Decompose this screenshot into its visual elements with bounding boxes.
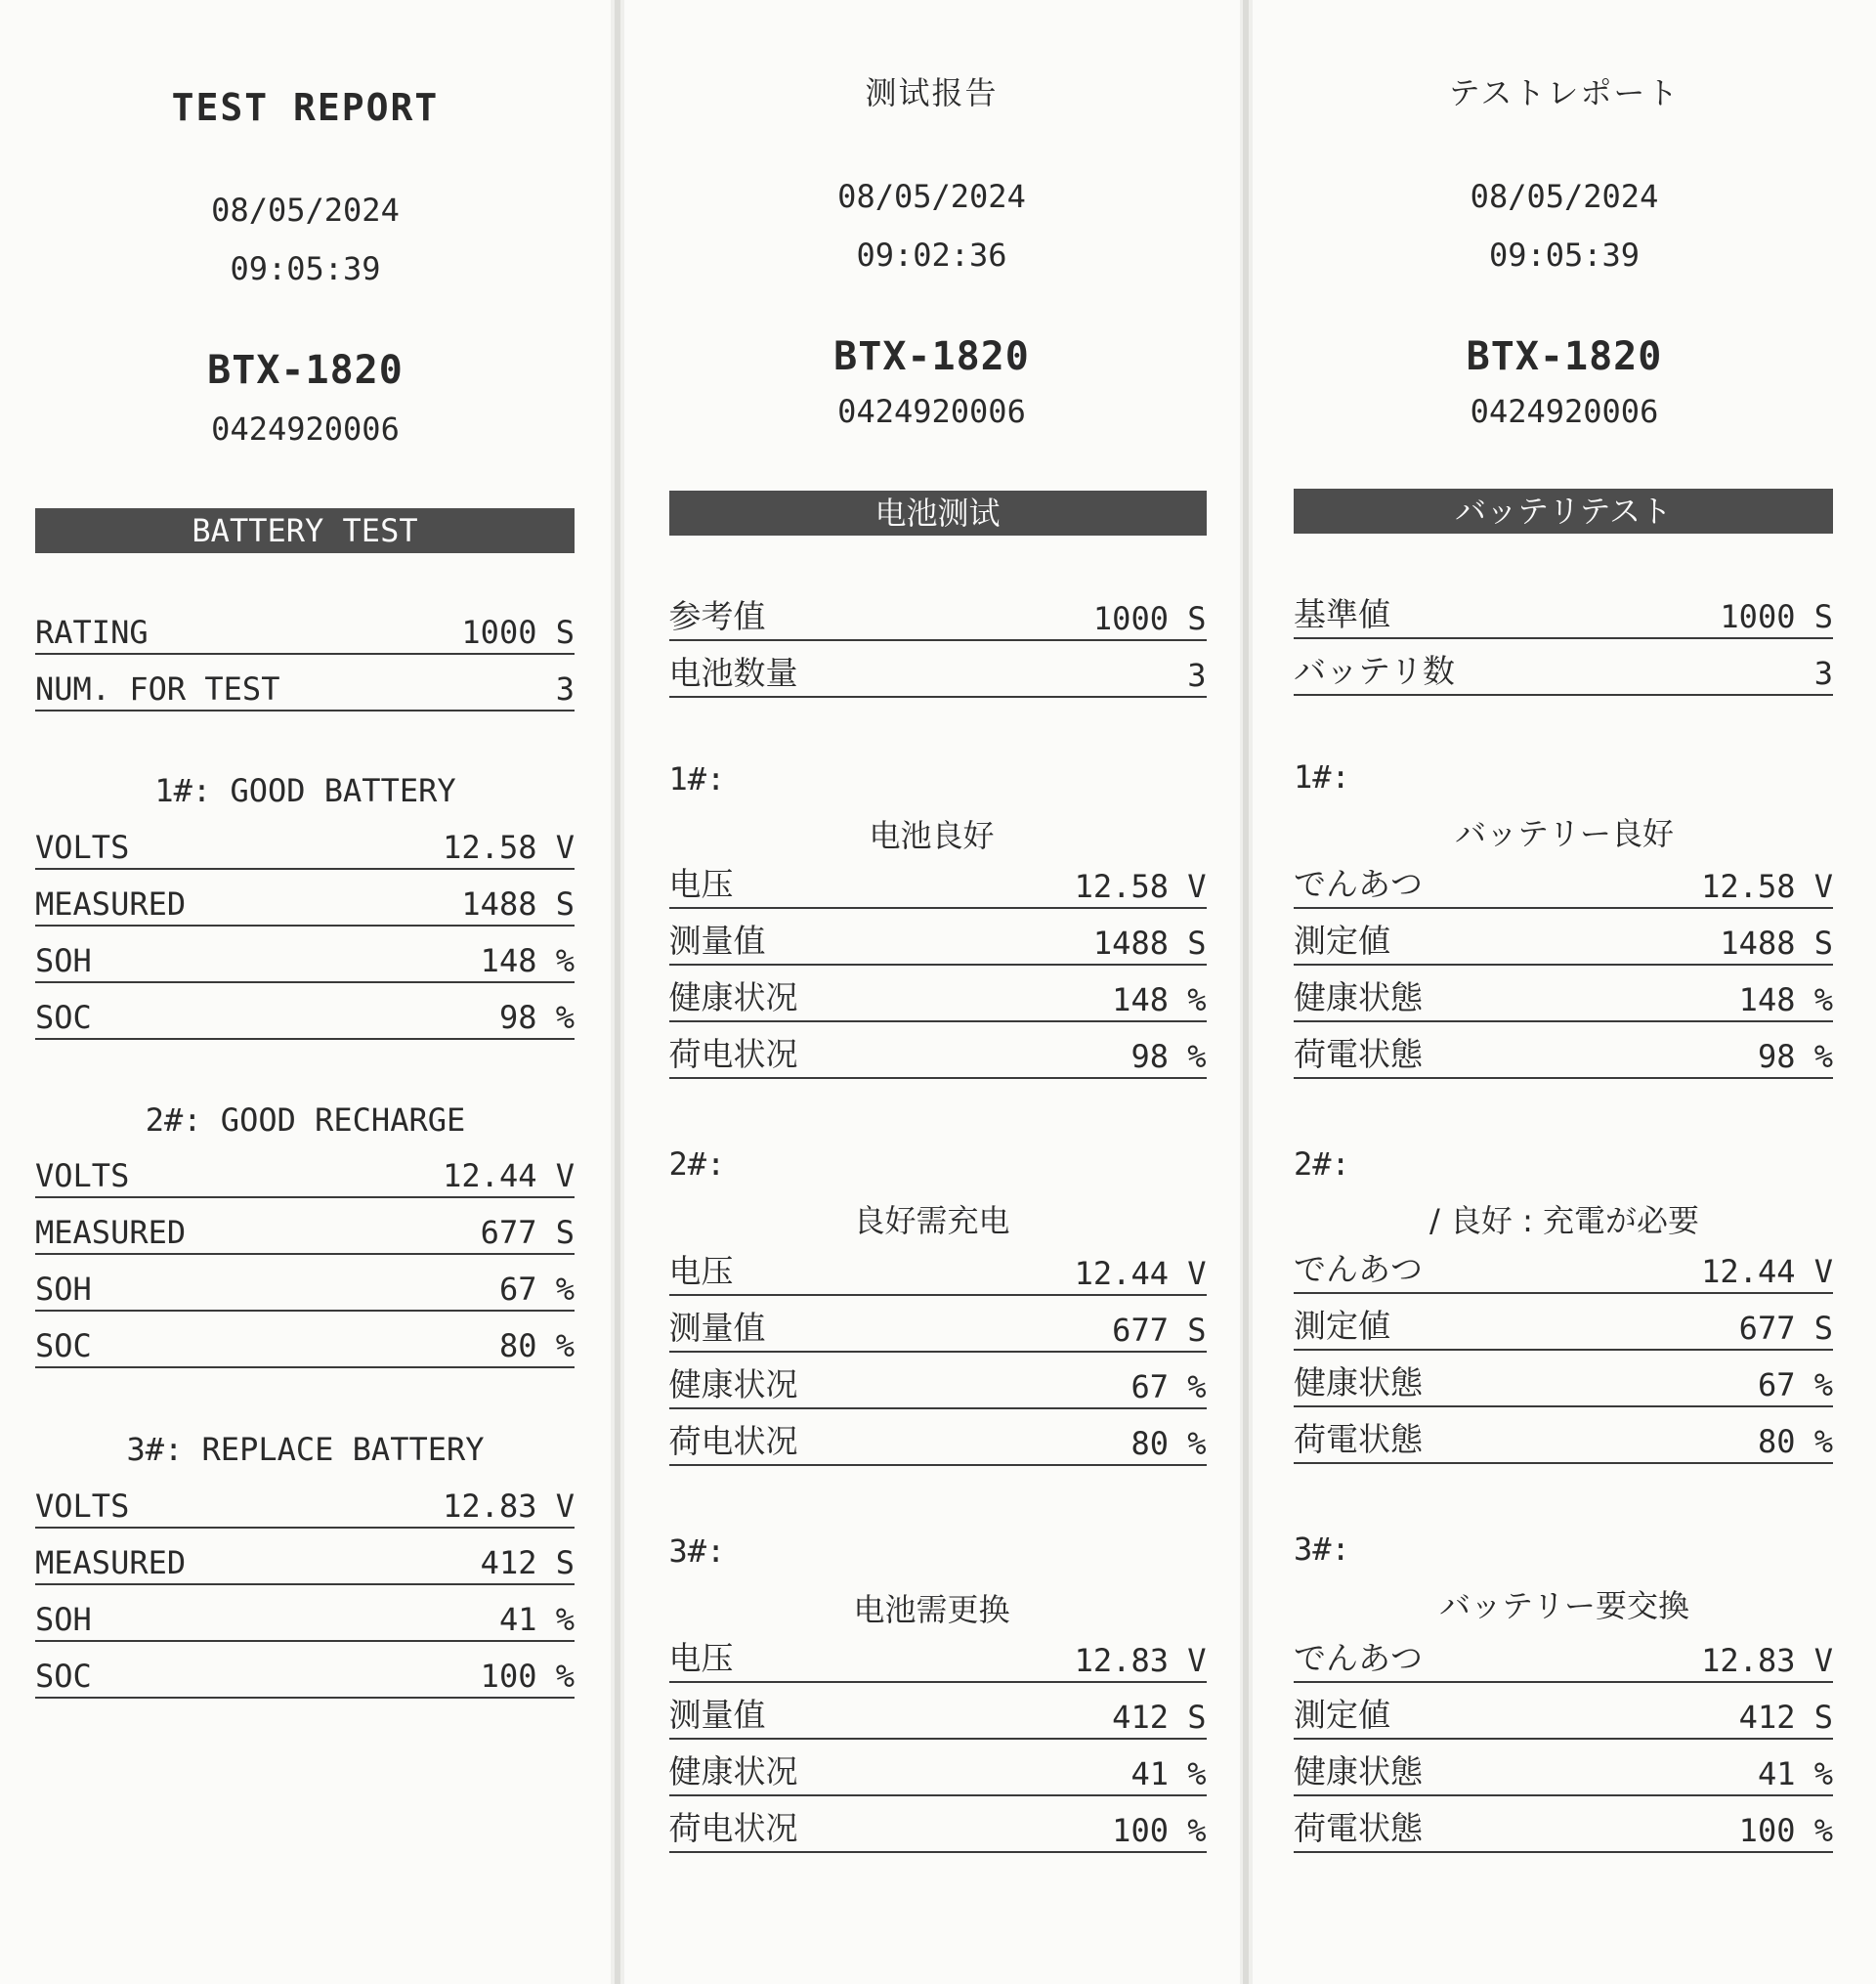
count-row: [669, 649, 1207, 698]
battery-2-heading: 2#: GOOD RECHARGE: [145, 1101, 466, 1139]
battery-3-status: バッテリー要交換: [1438, 1587, 1689, 1624]
table-row: SOC 80 %: [35, 1319, 575, 1368]
report-title: テストレポート: [1448, 74, 1681, 111]
battery-1-number: 1#:: [1294, 758, 1350, 796]
table-row: 荷电状况 100 %: [669, 1804, 1207, 1853]
battery-3-status: 电池需更换: [853, 1591, 1010, 1628]
count-value: 3: [555, 670, 575, 708]
rating-label: 参考值: [668, 597, 766, 635]
table-row: 測定値 412 S: [1294, 1691, 1833, 1740]
battery-3-heading: 3#: REPLACE BATTERY: [126, 1431, 485, 1468]
table-row: SOH 67 %: [35, 1263, 575, 1312]
device-model: BTX-1820: [833, 334, 1030, 379]
table-row: VOLTS 12.44 V: [35, 1149, 575, 1198]
report-time: 09:05:39: [230, 250, 381, 287]
table-row: 电压 12.83 V: [669, 1634, 1207, 1683]
table-row: SOC 100 %: [35, 1650, 575, 1699]
battery-2-status: / 良好 : 充電が必要: [1428, 1202, 1700, 1239]
device-serial: 0424920006: [837, 393, 1026, 430]
table-row: 测量值 677 S: [669, 1304, 1207, 1353]
table-row: でんあつ 12.83 V: [1294, 1634, 1833, 1683]
table-row: でんあつ 12.58 V: [1294, 860, 1833, 909]
battery-1-status: バッテリー良好: [1454, 815, 1674, 852]
table-row: 健康状况 67 %: [669, 1360, 1207, 1409]
chinese-receipt: [624, 0, 1240, 1984]
battery-1-number: 1#:: [668, 760, 726, 798]
table-row: VOLTS 12.83 V: [35, 1480, 575, 1529]
rating-value: 1000 S: [461, 614, 575, 651]
table-row: 健康状態 41 %: [1294, 1747, 1833, 1796]
table-row: 健康状况 148 %: [669, 973, 1207, 1022]
rating-row: [669, 592, 1207, 641]
table-row: MEASURED 677 S: [35, 1206, 575, 1255]
count-label: バッテリ数: [1294, 652, 1455, 690]
rating-label: RATING: [35, 614, 149, 651]
battery-2-number: 2#:: [1294, 1145, 1350, 1183]
battery-1-status: 电池良好: [869, 817, 995, 854]
count-row: [1294, 647, 1833, 696]
report-time: 09:05:39: [1488, 237, 1641, 274]
report-time: 09:02:36: [856, 237, 1007, 274]
battery-3-number: 3#:: [1294, 1531, 1350, 1568]
table-row: SOC 98 %: [35, 991, 575, 1040]
table-row: MEASURED 1488 S: [35, 878, 575, 927]
report-title: TEST REPORT: [171, 86, 440, 129]
device-serial: 0424920006: [1470, 393, 1659, 430]
rating-row: [1294, 590, 1833, 639]
section-header: バッテリテスト: [1294, 489, 1833, 534]
count-label: NUM. FOR TEST: [35, 670, 280, 708]
table-row: 健康状態 67 %: [1294, 1359, 1833, 1407]
table-row: 测量值 412 S: [669, 1691, 1207, 1740]
table-row: 測定値 677 S: [1294, 1302, 1833, 1351]
report-date: 08/05/2024: [211, 192, 400, 229]
battery-2-status: 良好需充电: [853, 1202, 1010, 1239]
report-date: 08/05/2024: [1470, 178, 1659, 215]
table-row: MEASURED 412 S: [35, 1536, 575, 1585]
receipt-divider: [615, 0, 620, 1984]
battery-1-heading: 1#: GOOD BATTERY: [154, 772, 456, 809]
rating-value: 1000 S: [1092, 600, 1207, 637]
table-row: 电压 12.44 V: [669, 1247, 1207, 1296]
battery-2-number: 2#:: [668, 1145, 726, 1183]
report-date: 08/05/2024: [837, 178, 1026, 215]
receipt-divider: [1243, 0, 1249, 1984]
table-row: 健康状態 148 %: [1294, 973, 1833, 1022]
table-row: 荷電状態 100 %: [1294, 1804, 1833, 1853]
table-row: 测量值 1488 S: [669, 917, 1207, 966]
rating-value: 1000 S: [1720, 598, 1833, 635]
count-value: 3: [1813, 655, 1833, 692]
count-label: 电池数量: [668, 654, 798, 692]
section-header: 电池测试: [669, 491, 1207, 536]
device-serial: 0424920006: [211, 410, 400, 448]
battery-3-number: 3#:: [668, 1532, 726, 1570]
report-title: 测试报告: [865, 74, 999, 111]
table-row: 測定値 1488 S: [1294, 917, 1833, 966]
table-row: SOH 148 %: [35, 934, 575, 983]
table-row: 荷电状况 98 %: [669, 1030, 1207, 1079]
table-row: SOH 41 %: [35, 1593, 575, 1642]
table-row: 荷电状况 80 %: [669, 1417, 1207, 1466]
section-header: BATTERY TEST: [35, 508, 575, 553]
count-value: 3: [1187, 657, 1207, 694]
rating-row: [35, 606, 575, 655]
count-row: [35, 663, 575, 712]
table-row: 健康状况 41 %: [669, 1747, 1207, 1796]
english-receipt: [0, 0, 611, 1984]
table-row: 荷電状態 80 %: [1294, 1415, 1833, 1464]
japanese-receipt: [1253, 0, 1876, 1984]
table-row: VOLTS 12.58 V: [35, 821, 575, 870]
table-row: 荷電状態 98 %: [1294, 1030, 1833, 1079]
table-row: でんあつ 12.44 V: [1294, 1245, 1833, 1294]
rating-label: 基準値: [1294, 595, 1390, 633]
device-model: BTX-1820: [1466, 334, 1663, 379]
table-row: 电压 12.58 V: [669, 860, 1207, 909]
device-model: BTX-1820: [207, 348, 404, 393]
